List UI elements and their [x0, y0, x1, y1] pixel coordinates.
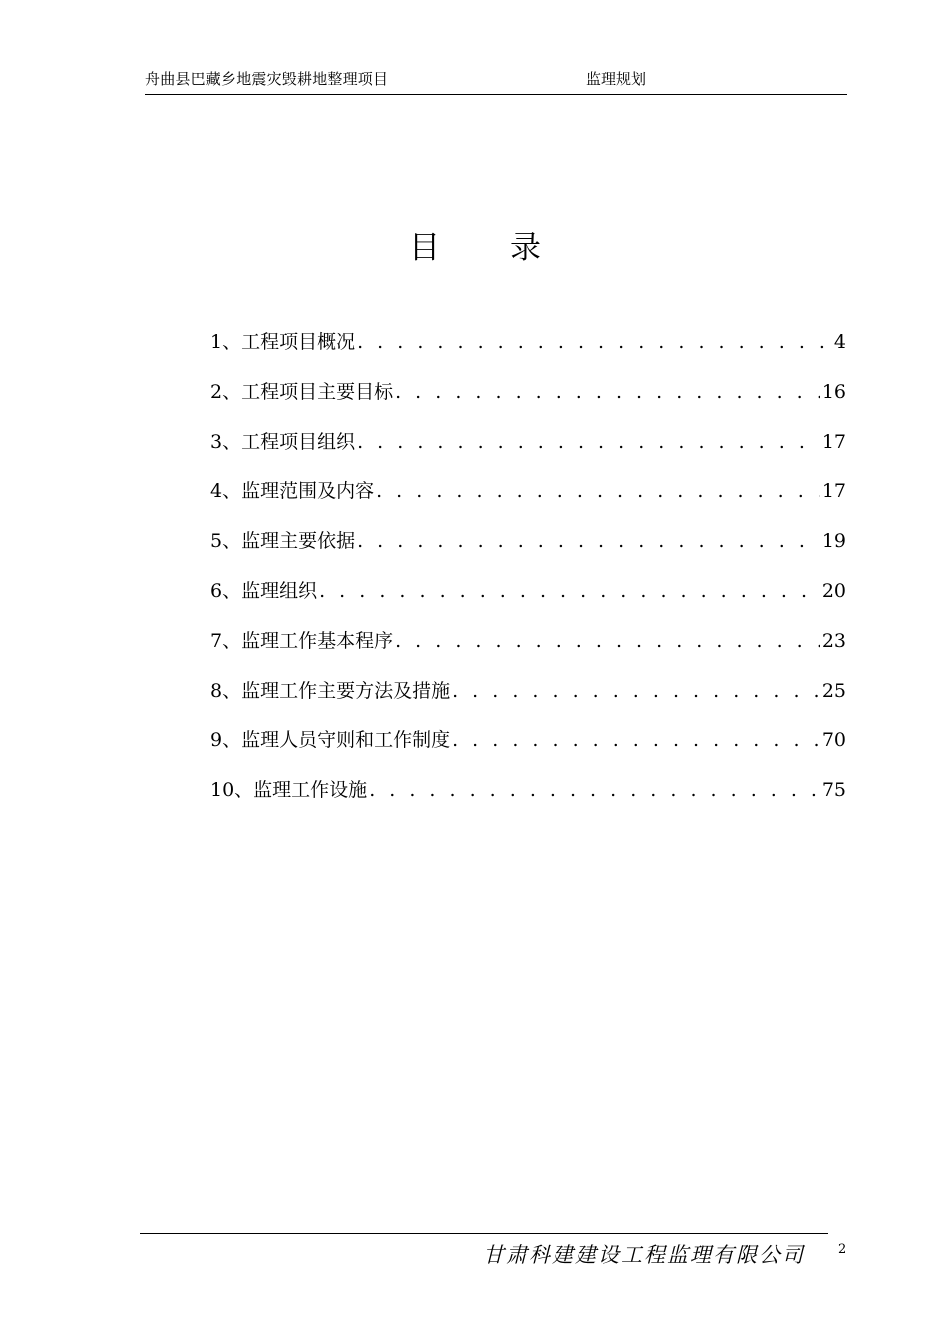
toc-entry-5[interactable]: [210, 526, 846, 576]
toc-entry-page: 70: [821, 729, 846, 752]
toc-title: [0, 222, 950, 267]
toc-entry-label: 10、监理工作设施: [210, 779, 368, 802]
toc-entry-10[interactable]: [210, 775, 846, 825]
page-header: [145, 66, 847, 95]
toc-leader-dots: [319, 580, 820, 602]
toc-leader-dots: [395, 381, 820, 403]
toc-entry-4[interactable]: [210, 476, 846, 526]
toc-entry-9[interactable]: [210, 725, 846, 775]
toc-leader-dots: [452, 729, 820, 751]
toc-entry-page: 19: [821, 530, 846, 553]
toc-leader-dots: [357, 530, 820, 552]
toc-entry-label: 7、监理工作基本程序: [210, 629, 394, 652]
toc-entry-6[interactable]: [210, 576, 846, 626]
toc-leader-dots: [357, 331, 832, 353]
toc-title-left: 目: [409, 230, 440, 266]
toc-entry-label: 3、工程项目组织: [210, 430, 356, 453]
toc-entry-label: 5、监理主要依据: [210, 530, 356, 553]
toc-entry-7[interactable]: [210, 626, 846, 676]
toc-entry-1[interactable]: [210, 327, 846, 377]
toc-entry-label: 4、监理范围及内容: [210, 480, 375, 503]
toc-entry-8[interactable]: [210, 676, 846, 726]
toc-entry-page: 23: [821, 629, 846, 652]
toc-leader-dots: [357, 431, 820, 453]
footer-company-name: 甘肃科建建设工程监理有限公司: [483, 1243, 805, 1267]
toc-leader-dots: [395, 630, 820, 652]
toc-leader-dots: [452, 680, 820, 702]
toc-entry-page: 25: [821, 679, 846, 702]
toc-entry-label: 6、监理组织: [210, 579, 318, 602]
toc-title-right: 录: [510, 230, 541, 266]
toc-entry-label: 1、工程项目概况: [210, 331, 356, 353]
toc-leader-dots: [369, 779, 820, 801]
page-number: 2: [838, 1242, 847, 1257]
toc-entry-label: 8、监理工作主要方法及措施: [210, 679, 451, 702]
header-doc-type: 监理规划: [586, 70, 647, 88]
toc-entry-2[interactable]: [210, 377, 846, 427]
footer-divider: [140, 1233, 828, 1234]
toc-entry-page: 17: [821, 480, 846, 503]
toc-entry-label: 2、工程项目主要目标: [210, 380, 394, 403]
toc-entry-page: 20: [821, 579, 846, 602]
toc-entry-3[interactable]: [210, 427, 846, 477]
toc-entry-page: 16: [821, 380, 846, 403]
table-of-contents: [210, 327, 846, 825]
toc-entry-label: 9、监理人员守则和工作制度: [210, 729, 451, 752]
toc-entry-page: 4: [833, 331, 846, 353]
toc-entry-page: 17: [821, 430, 846, 453]
toc-leader-dots: [376, 480, 820, 502]
toc-entry-page: 75: [821, 779, 846, 802]
header-project-title: 舟曲县巴藏乡地震灾毁耕地整理项目: [145, 70, 389, 88]
